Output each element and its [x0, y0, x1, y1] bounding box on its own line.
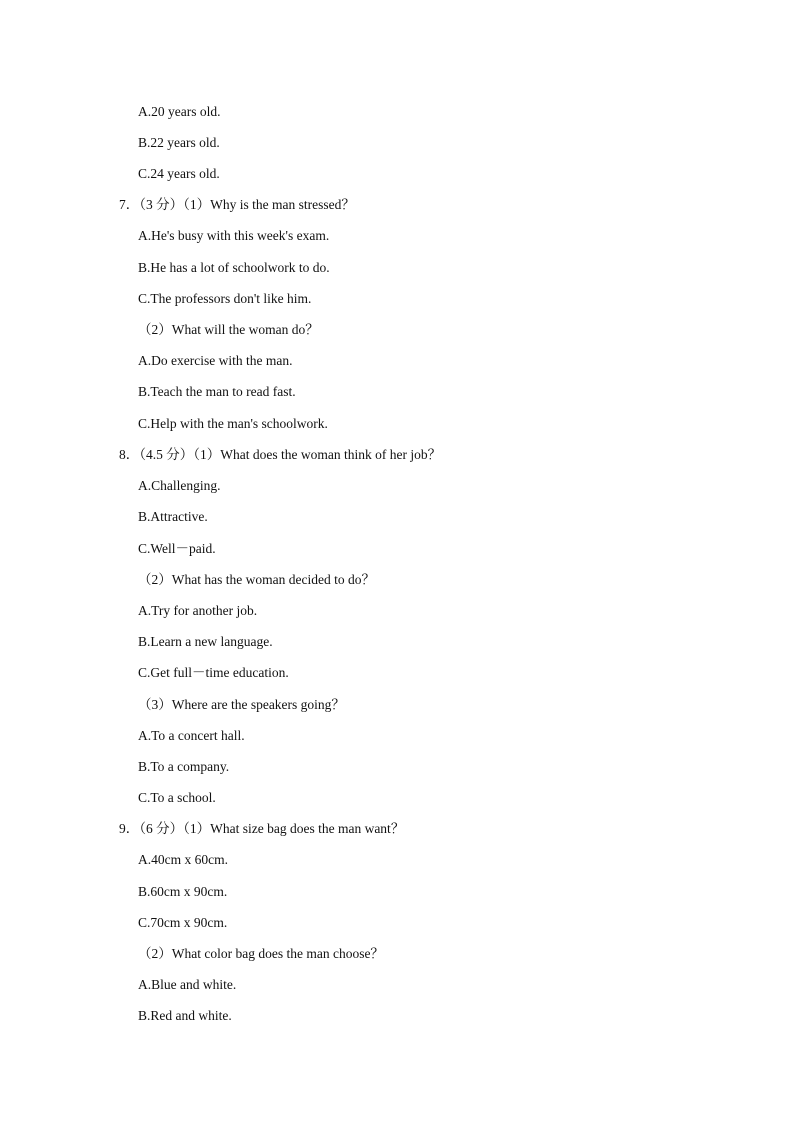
q8-p1-option-b: B.Attractive.	[138, 509, 208, 524]
q8-p1-option-c: C.Well－paid.	[138, 541, 216, 556]
q8-p3-option-a: A.To a concert hall.	[138, 728, 245, 743]
q6-option-b: B.22 years old.	[138, 135, 220, 150]
q6-option-c: C.24 years old.	[138, 166, 220, 181]
q8-p3-option-c: C.To a school.	[138, 790, 216, 805]
q8-p3-option-b: B.To a company.	[138, 759, 230, 774]
q7-p2-question: （2）What will the woman do？	[138, 322, 319, 337]
q8-p3-question: （3）Where are the speakers going？	[138, 697, 345, 712]
q9-p1-option-c: C.70cm x 90cm.	[138, 915, 228, 930]
q9-p2-option-b: B.Red and white.	[138, 1008, 232, 1023]
q7-p1-option-c: C.The professors don't like him.	[138, 291, 312, 306]
q6-option-a: A.20 years old.	[138, 104, 221, 119]
q9-p2-option-a: A.Blue and white.	[138, 977, 237, 992]
q8-header: 8．（4.5 分）（1）What does the woman think of her job？	[119, 447, 442, 462]
q8-p2-question: （2）What has the woman decided to do？	[138, 572, 375, 587]
q7-p2-option-a: A.Do exercise with the man.	[138, 353, 293, 368]
q9-header: 9．（6 分）（1）What size bag does the man want？	[119, 821, 405, 836]
q7-p1-option-a: A.He's busy with this week's exam.	[138, 228, 330, 243]
q9-p1-option-b: B.60cm x 90cm.	[138, 884, 228, 899]
q7-header: 7．（3 分）（1）Why is the man stressed？	[119, 197, 355, 212]
q8-p2-option-a: A.Try for another job.	[138, 603, 258, 618]
q8-p2-option-b: B.Learn a new language.	[138, 634, 273, 649]
q7-p2-option-b: B.Teach the man to read fast.	[138, 384, 296, 399]
q7-p2-option-c: C.Help with the man's schoolwork.	[138, 416, 328, 431]
q9-p2-question: （2）What color bag does the man choose？	[138, 946, 384, 961]
q9-p1-option-a: A.40cm x 60cm.	[138, 852, 228, 867]
q8-p2-option-c: C.Get full－time education.	[138, 665, 289, 680]
q8-p1-option-a: A.Challenging.	[138, 478, 221, 493]
q7-p1-option-b: B.He has a lot of schoolwork to do.	[138, 260, 330, 275]
